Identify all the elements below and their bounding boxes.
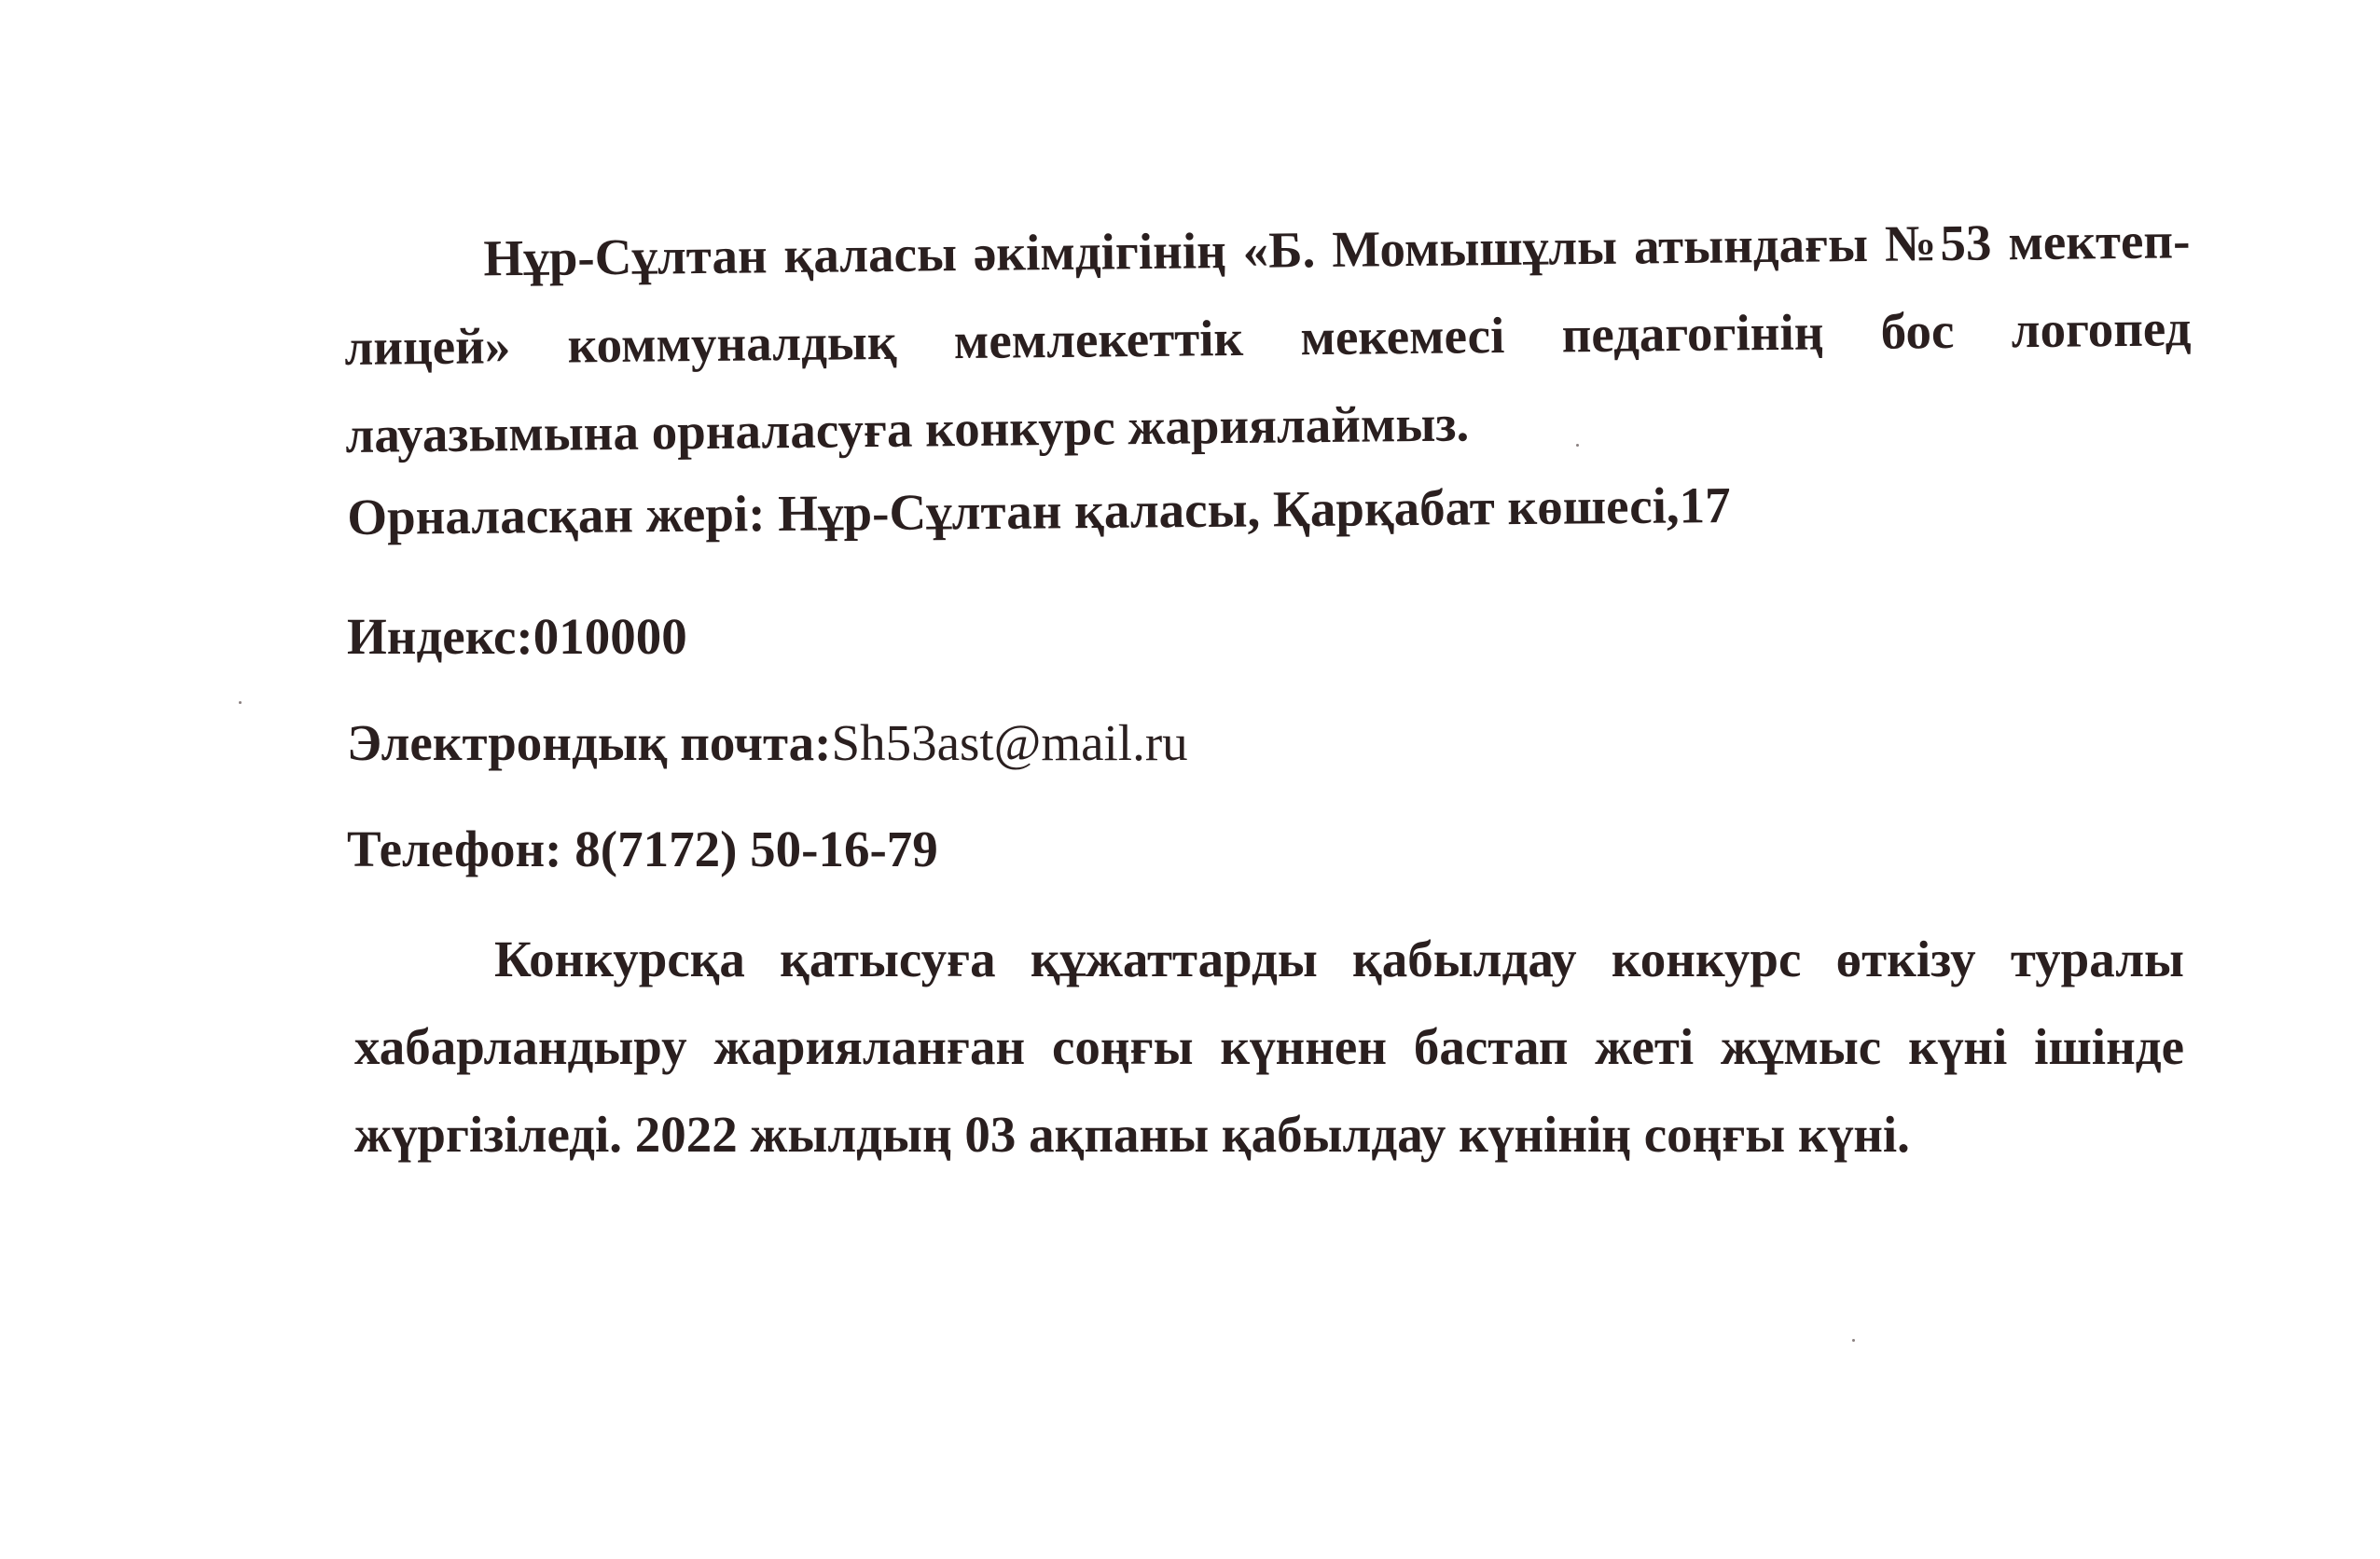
announcement-intro-paragraph: Нұр-Сұлтан қаласы әкімдігінің «Б. Момышұлы атындағы №53 мектеп-лицей» коммуналдық мемлекеттік мекемесі педагогінің бос логопед лауазымына орналасуға конкурс жариялаймыз. [344, 212, 2192, 463]
phone-line [347, 817, 938, 882]
location-line [347, 473, 1731, 550]
announcement-deadline-paragraph: Конкурсқа қатысуға құжаттарды қабылдау конкурс өткізу туралы хабарландыру жарияланған соңғы күннен бастап жеті жұмыс күні ішінде жүргізіледі. 2022 жылдың 03 ақпаны қабылдау күнінің соңғы күні. [354, 931, 2184, 1163]
index-label: Индекс: [347, 608, 533, 665]
email-label: Электрондық почта: [347, 714, 832, 771]
index-value: 010000 [533, 608, 687, 665]
location-value: Нұр-Сұлтан қаласы, Қарқабат көшесі,17 [777, 476, 1731, 542]
location-label: Орналасқан жері: [347, 485, 766, 545]
phone-value: 8(7172) 50-16-79 [574, 821, 938, 877]
email-line [347, 711, 1188, 776]
index-line [347, 604, 687, 669]
scan-speck [1576, 444, 1579, 447]
scan-speck [239, 701, 242, 704]
scan-speck [1852, 1339, 1855, 1342]
phone-label: Телефон: [347, 821, 562, 877]
email-value: Sh53ast@mail.ru [831, 714, 1188, 771]
